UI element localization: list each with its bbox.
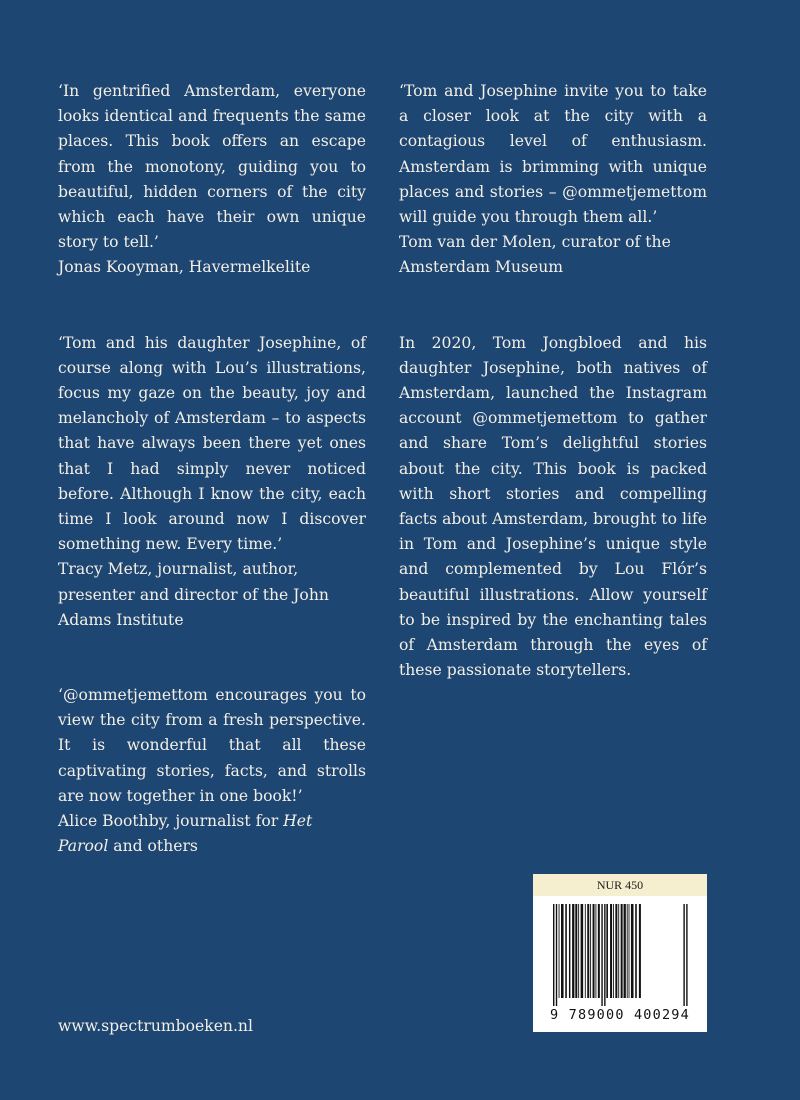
book-description [399, 331, 707, 684]
barcode-bar [627, 904, 628, 998]
barcode-bar [593, 904, 595, 998]
barcode-bar [610, 904, 612, 998]
barcode-bar [595, 904, 596, 998]
barcode-bar [683, 904, 684, 1006]
review-attribution: Jonas Kooyman, Havermelkelite [58, 258, 311, 277]
barcode-bar [598, 904, 600, 998]
barcode-bar [635, 904, 637, 998]
review-van-der-molen [399, 79, 707, 281]
publisher-url[interactable]: www.spectrumboeken.nl [58, 1017, 253, 1035]
barcode-bar [606, 904, 608, 998]
barcode-bar [618, 904, 619, 998]
barcode-bar [629, 904, 630, 998]
barcode-bar [624, 904, 626, 998]
barcode-bar [604, 904, 605, 1006]
review-quote: ‘@ommetjemettom encourages you to view the city from a fresh perspective. It is wonderful that all these captivating stories, facts, and strolls are now together in one book!’ [58, 686, 366, 805]
barcode-bar [585, 904, 586, 998]
review-boothby [58, 683, 366, 859]
publication-title: Het Parool [58, 812, 313, 856]
barcode-bar [601, 904, 602, 1006]
barcode-bar [559, 904, 560, 998]
barcode-bar [581, 904, 584, 998]
barcode-bar [572, 904, 574, 998]
description-paragraph: In 2020, Tom Jongbloed and his daughter Josephine, both natives of Amsterdam, launched the Instagram account @ommetjemettom to gather and share Tom’s delightful stories about the city. This book is packed with short stories and compelling facts about Amsterdam, brought to life in Tom and Josephine’s unique style and complemented by Lou Flór’s beautiful illustrations. Allow yourself to be inspired by the enchanting tales of Amsterdam through the eyes of these passionate storytellers. [399, 333, 707, 680]
barcode-bar [556, 904, 557, 1006]
barcode-bar [569, 904, 570, 998]
left-column [58, 79, 366, 859]
barcode-bar [587, 904, 589, 998]
barcode-bar [578, 904, 579, 998]
barcode-bar [565, 904, 567, 998]
isbn-number: 9 789000 400294 [550, 1007, 690, 1023]
nur-code: NUR 450 [533, 874, 707, 896]
right-column [399, 79, 707, 683]
review-kooyman [58, 79, 366, 281]
barcode-bar [686, 904, 687, 1006]
barcode-bar [613, 904, 614, 998]
review-quote: ‘In gentrified Amsterdam, everyone looks identical and frequents the same places. This book offers an escape from the monotony, guiding you to beautiful, hidden corners of the city which each have their own unique story to tell.’ [58, 82, 366, 252]
barcode-bars [553, 904, 689, 1006]
barcode-bar [575, 904, 577, 998]
barcode-bar [631, 904, 634, 998]
attribution-prefix: Alice Boothby, journalist for [58, 812, 284, 831]
review-attribution: Tom van der Molen, curator of the Amsterdam Museum [399, 233, 671, 277]
barcode-bar [621, 904, 623, 998]
review-quote: ‘Tom and his daughter Josephine, of course along with Lou’s illustrations, focus my gaze on the beauty, joy and melancholy of Amsterdam – to aspects that have always been there yet ones that I had simply never noticed before. Although I know the city, each time I look around now I discover something new. Every time.’ [58, 333, 366, 554]
barcode-bar [553, 904, 554, 1006]
barcode-panel [533, 874, 707, 1032]
review-metz [58, 331, 366, 633]
review-attribution [58, 809, 366, 859]
barcode-bar [561, 904, 564, 998]
barcode-bar [590, 904, 591, 998]
review-attribution: Tracy Metz, journalist, author, presenter and director of the John Adams Institute [58, 560, 329, 629]
attribution-suffix: and others [108, 837, 198, 856]
review-quote: ‘Tom and Josephine invite you to take a closer look at the city with a contagious level of enthusiasm. Amsterdam is brimming with unique places and stories – @ommetjemettom will guide you through them all.’ [399, 82, 707, 227]
barcode-bar [615, 904, 617, 998]
barcode-bar [639, 904, 641, 998]
